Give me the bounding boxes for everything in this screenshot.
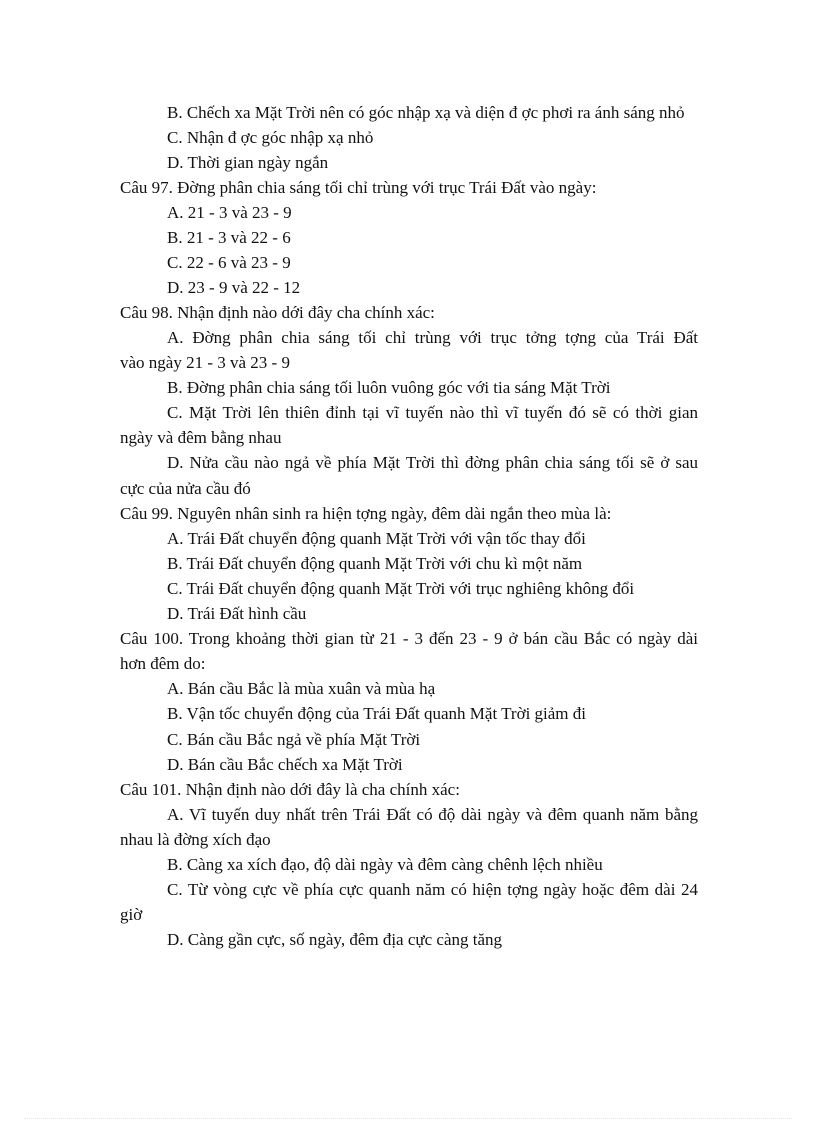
q100-option-a: A. Bán cầu Bắc là mùa xuân và mùa hạ <box>167 679 436 698</box>
q97-option-b: B. 21 - 3 và 22 - 6 <box>167 228 291 247</box>
q99-question: Câu 99. Nguyên nhân sinh ra hiện tợng ngày, đêm dài ngắn theo mùa là: <box>120 504 612 523</box>
q101-option-c-line1: C. Từ vòng cực về phía cực quanh năm có hiện tợng ngày hoặc đêm dài 24 <box>167 880 698 899</box>
q98-option-b: B. Đờng phân chia sáng tối luôn vuông góc với tia sáng Mặt Trời <box>167 378 611 397</box>
q98-question: Câu 98. Nhận định nào dới đây cha chính xác: <box>120 303 435 322</box>
q96-option-b: B. Chếch xa Mặt Trời nên có góc nhập xạ và diện đ ợc phơi ra ánh sáng nhỏ <box>167 103 685 122</box>
q99-option-d: D. Trái Đất hình cầu <box>167 604 307 623</box>
q99-option-c: C. Trái Đất chuyển động quanh Mặt Trời với trục nghiêng không đổi <box>167 579 635 598</box>
q96-option-d: D. Thời gian ngày ngắn <box>167 153 329 172</box>
q100-option-c: C. Bán cầu Bắc ngả về phía Mặt Trời <box>167 730 421 749</box>
q97-option-a: A. 21 - 3 và 23 - 9 <box>167 203 292 222</box>
q97-question: Câu 97. Đờng phân chia sáng tối chỉ trùng với trục Trái Đất vào ngày: <box>120 178 597 197</box>
q101-option-a-line2: nhau là đờng xích đạo <box>120 830 271 849</box>
q97-option-c: C. 22 - 6 và 23 - 9 <box>167 253 291 272</box>
q101-question: Câu 101. Nhận định nào dới đây là cha chính xác: <box>120 780 460 799</box>
q99-option-b: B. Trái Đất chuyển động quanh Mặt Trời với chu kì một năm <box>167 554 583 573</box>
q99-option-a: A. Trái Đất chuyển động quanh Mặt Trời với vận tốc thay đổi <box>167 529 586 548</box>
q100-question-line2: hơn đêm do: <box>120 654 206 673</box>
q98-option-d-line2: cực của nửa cầu đó <box>120 479 251 498</box>
q98-option-d-line1: D. Nửa cầu nào ngả về phía Mặt Trời thì đờng phân chia sáng tối sẽ ở sau <box>167 453 698 472</box>
q100-question-line1: Câu 100. Trong khoảng thời gian từ 21 - 3 đến 23 - 9 ở bán cầu Bắc có ngày dài <box>120 629 698 648</box>
q98-option-c-line1: C. Mặt Trời lên thiên đỉnh tại vĩ tuyến nào thì vĩ tuyến đó sẽ có thời gian <box>167 403 698 422</box>
q101-option-a-line1: A. Vĩ tuyến duy nhất trên Trái Đất có độ dài ngày và đêm quanh năm bằng <box>167 805 698 824</box>
q96-option-c: C. Nhận đ ợc góc nhập xạ nhỏ <box>167 128 374 147</box>
q98-option-c-line2: ngày và đêm bằng nhau <box>120 428 282 447</box>
q98-option-a-line1: A. Đờng phân chia sáng tối chỉ trùng với trục tởng tợng của Trái Đất <box>167 328 698 347</box>
q101-option-b: B. Càng xa xích đạo, độ dài ngày và đêm càng chênh lệch nhiều <box>167 855 603 874</box>
q97-option-d: D. 23 - 9 và 22 - 12 <box>167 278 301 297</box>
q101-option-d: D. Càng gần cực, số ngày, đêm địa cực càng tăng <box>167 930 503 949</box>
q100-option-b: B. Vận tốc chuyển động của Trái Đất quanh Mặt Trời giảm đi <box>167 704 587 723</box>
q98-option-a-line2: vào ngày 21 - 3 và 23 - 9 <box>120 353 290 372</box>
page-bottom-divider <box>24 1118 792 1119</box>
q100-option-d: D. Bán cầu Bắc chếch xa Mặt Trời <box>167 755 403 774</box>
q101-option-c-line2: giờ <box>120 905 143 924</box>
